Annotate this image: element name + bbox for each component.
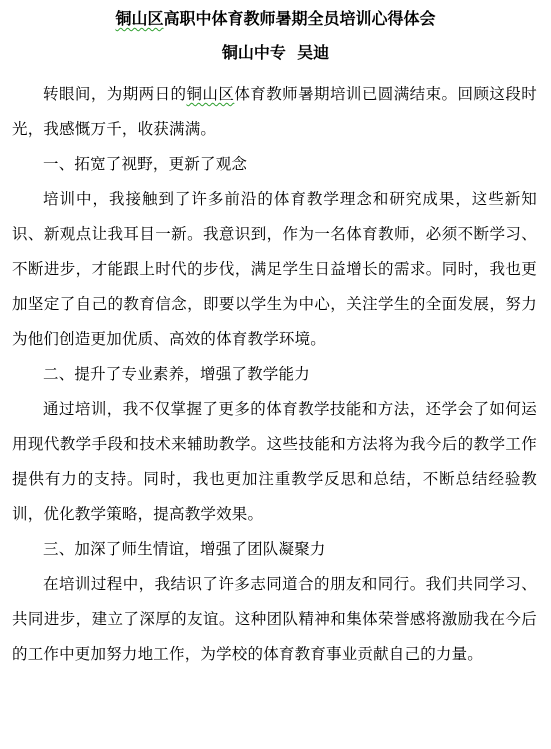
paragraph-text: 通过培训，我不仅掌握了更多的体育教学技能和方法，还学会了如何运用现代教学手段和技术来辅助教学。这些技能和方法将为我今后的教学工作提供有力的支持。同时，我也更加注重教学反思和总结，不断总结经验教训，优化教学策略，提高教学效果。 [12,400,537,523]
heading-text: 二、提升了专业素养，增强了教学能力 [43,365,310,383]
paragraph-intro [12,77,537,147]
title-marked-word: 铜山区 [115,9,164,28]
title-rest: 高职中体育教师暑期全员培训心得体会 [163,9,436,28]
section-heading-2 [12,357,537,392]
author-line: 铜山中专 吴迪 [221,43,330,62]
heading-text: 三、加深了师生情谊，增强了团队凝聚力 [43,540,326,558]
section-heading-1 [12,147,537,182]
paragraph-section-1 [12,182,537,357]
document-body [12,77,537,672]
paragraph-text: 体育教师暑期培训已圆满结束。回顾这段时光，我感慨万千，收获满满。 [12,85,537,138]
paragraph-text: 转眼间，为期两日的 [43,85,187,103]
paragraph-section-2 [12,392,537,532]
section-heading-3 [12,532,537,567]
document-title [0,8,551,30]
heading-text: 一、拓宽了视野，更新了观念 [43,155,248,173]
paragraph-text: 培训中，我接触到了许多前沿的体育教学理念和研究成果，这些新知识、新观点让我耳目一新。我意识到，作为一名体育教师，必须不断学习、不断进步，才能跟上时代的步伐，满足学生日益增长的需求。同时，我也更加坚定了自己的教育信念，即要以学生为中心，关注学生的全面发展，努力为他们创造更加优质、高效的体育教学环境。 [12,190,537,348]
paragraph-text: 在培训过程中，我结识了许多志同道合的朋友和同行。我们共同学习、共同进步，建立了深厚的友谊。这种团队精神和集体荣誉感将激励我在今后的工作中更加努力地工作，为学校的体育教育事业贡献自己的力量。 [12,575,537,663]
paragraph-marked-word: 铜山区 [186,85,235,103]
paragraph-section-3 [12,567,537,672]
